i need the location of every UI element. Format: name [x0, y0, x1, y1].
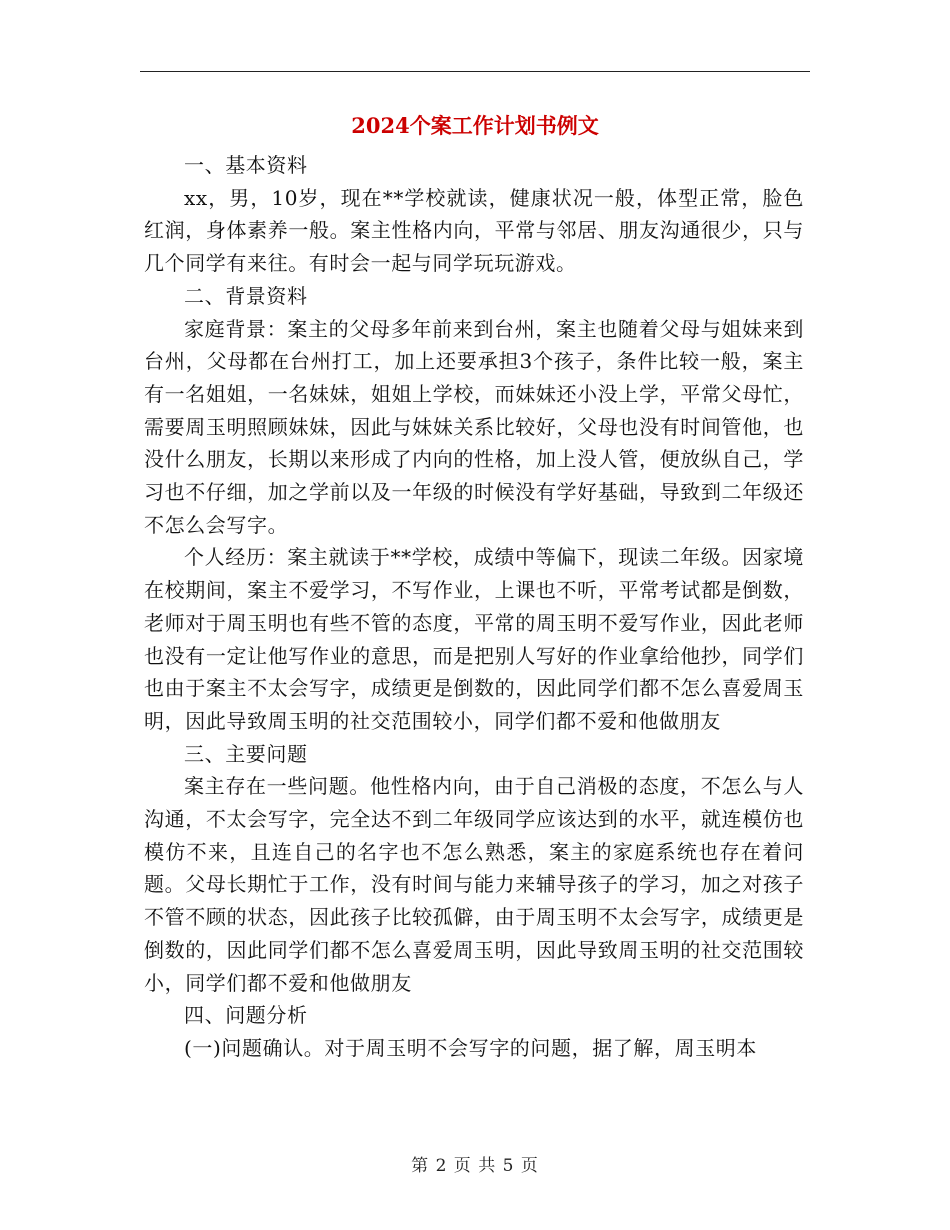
paragraph-main-problems: 案主存在一些问题。他性格内向，由于自己消极的态度，不怎么与人沟通，不太会写字，完全达不到二年级同学应该达到的水平，就连模仿也模仿不来，且连自己的名字也不怎么熟悉，案主的家庭系统也存在着问题。父母长期忙于工作，没有时间与能力来辅导孩子的学习，加之对孩子不管不顾的状态，因此孩子比较孤僻，由于周玉明不太会写字，成绩更是倒数的，因此同学们都不怎么喜爱周玉明，因此导致周玉明的社交范围较小，同学们都不爱和他做朋友 — [144, 774, 804, 995]
section-heading-main-problems: 三、主要问题 — [184, 741, 308, 766]
paragraph-basic-info: xx，男，10岁，现在**学校就读，健康状况一般，体型正常，脸色红润，身体素养一般。案主性格内向，平常与邻居、朋友沟通很少，只与几个同学有来往。有时会一起与同学玩玩游戏。 — [144, 185, 804, 276]
section-heading-problem-analysis: 四、问题分析 — [184, 1003, 308, 1028]
document-title: 2024个案工作计划书例文 — [351, 113, 599, 138]
paragraph-family-background: 家庭背景：案主的父母多年前来到台州，案主也随着父母与姐妹来到台州，父母都在台州打工，加上还要承担3个孩子，条件比较一般，案主有一名姐姐，一名妹妹，姐姐上学校，而妹妹还小没上学，平常父母忙，需要周玉明照顾妹妹，因此与妹妹关系比较好，父母也没有时间管他，也没什么朋友，长期以来形成了内向的性格，加上没人管，便放纵自己，学习也不仔细，加之学前以及一年级的时候没有学好基础，导致到二年级还不怎么会写字。 — [144, 316, 804, 537]
section-heading-basic-info: 一、基本资料 — [184, 153, 308, 177]
header-rule — [140, 71, 810, 72]
page-number-footer: 第 2 页 共 5 页 — [411, 1156, 539, 1176]
paragraph-problem-confirmation: (一)问题确认。对于周玉明不会写字的问题，据了解，周玉明本 — [184, 1035, 758, 1060]
paragraph-personal-history: 个人经历：案主就读于**学校，成绩中等偏下，现读二年级。因家境在校期间，案主不爱学习，不写作业，上课也不听，平常考试都是倒数，老师对于周玉明也有些不管的态度，平常的周玉明不爱写作业，因此老师也没有一定让他写作业的意思，而是把别人写好的作业拿给他抄，同学们也由于案主不太会写字，成绩更是倒数的，因此同学们都不怎么喜爱周玉明，因此导致周玉明的社交范围较小，同学们都不爱和他做朋友 — [144, 545, 804, 733]
document-body — [144, 149, 804, 1065]
section-heading-background: 二、背景资料 — [184, 283, 308, 308]
